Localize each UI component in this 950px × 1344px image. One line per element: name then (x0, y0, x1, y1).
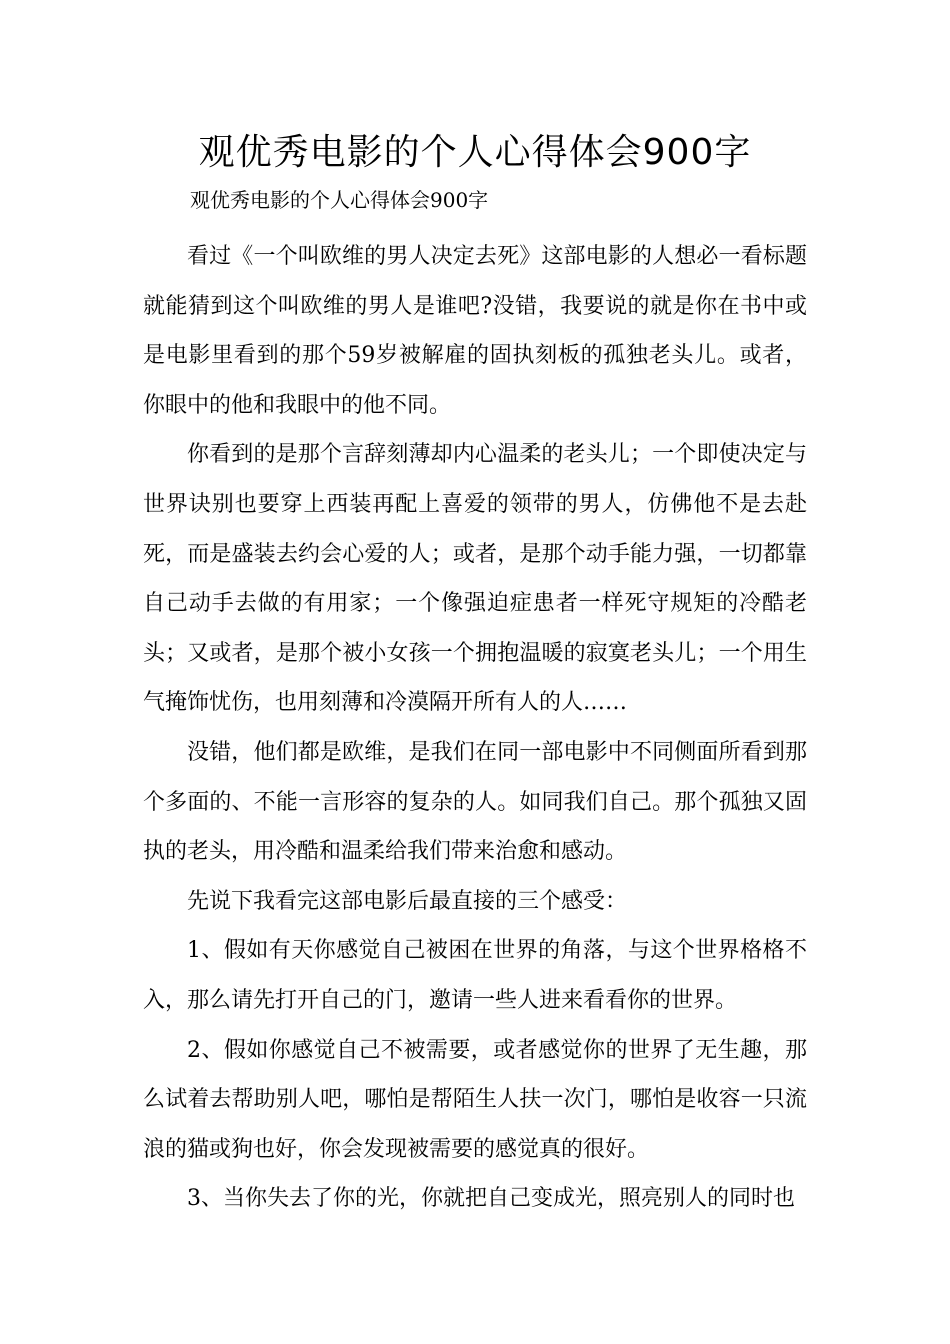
document-title: 观优秀电影的个人心得体会900字 (198, 132, 752, 173)
paragraph: 1、假如有天你感觉自己被困在世界的角落，与这个世界格格不入，那么请先打开自己的门，邀请一些人进来看看你的世界。 (143, 938, 807, 1013)
document-subtitle: 观优秀电影的个人心得体会900字 (190, 188, 489, 212)
paragraph: 3、当你失去了你的光，你就把自己变成光，照亮别人的同时也 (187, 1186, 795, 1212)
paragraph: 没错，他们都是欧维，是我们在同一部电影中不同侧面所看到那个多面的、不能一言形容的复杂的人。如同我们自己。那个孤独又固执的老头，用冷酷和温柔给我们带来治愈和感动。 (143, 739, 807, 865)
paragraph: 你看到的是那个言辞刻薄却内心温柔的老头儿；一个即使决定与世界诀别也要穿上西装再配上喜爱的领带的男人，仿佛他不是去赴死，而是盛装去约会心爱的人；或者，是那个动手能力强，一切都靠自己动手去做的有用家；一个像强迫症患者一样死守规矩的冷酷老头；又或者，是那个被小女孩一个拥抱温暖的寂寞老头儿；一个用生气掩饰忧伤，也用刻薄和冷漠隔开所有人的人…… (143, 442, 807, 716)
paragraph: 2、假如你感觉自己不被需要，或者感觉你的世界了无生趣，那么试着去帮助别人吧，哪怕是帮陌生人扶一次门，哪怕是收容一只流浪的猫或狗也好，你会发现被需要的感觉真的很好。 (143, 1037, 807, 1162)
paragraph: 先说下我看完这部电影后最直接的三个感受： (187, 888, 628, 914)
paragraph: 看过《一个叫欧维的男人决定去死》这部电影的人想必一看标题就能猜到这个叫欧维的男人是谁吧?没错，我要说的就是你在书中或是电影里看到的那个59岁被解雇的固执刻板的孤独老头儿。或者，你眼中的他和我眼中的他不同。 (143, 244, 807, 418)
document-body (143, 232, 807, 1224)
